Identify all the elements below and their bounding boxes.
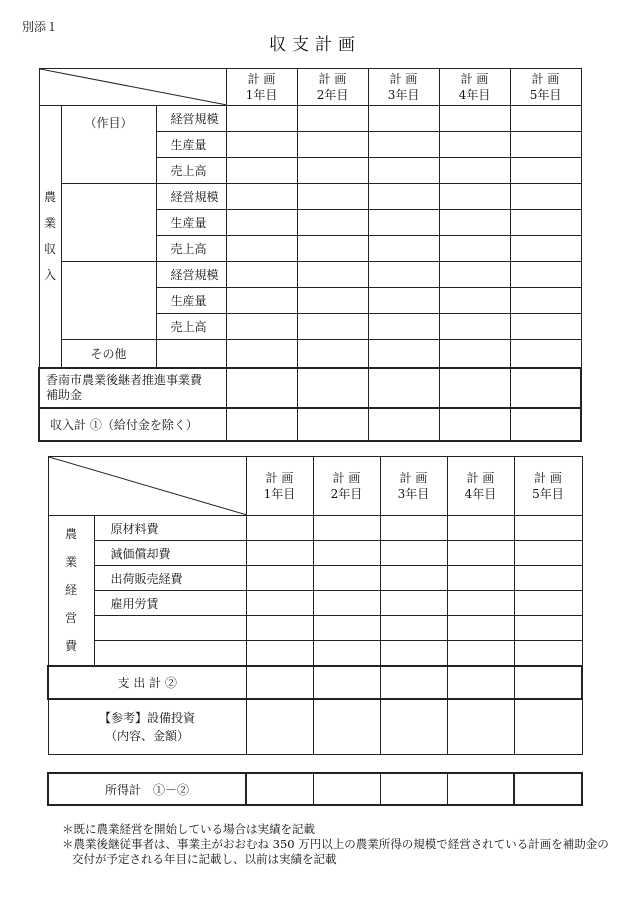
- cell[interactable]: [380, 699, 447, 755]
- item-sales: 売上高: [156, 314, 226, 340]
- cell[interactable]: [439, 158, 510, 184]
- cell[interactable]: [510, 106, 581, 132]
- cell[interactable]: [447, 516, 514, 541]
- cell[interactable]: [514, 566, 582, 591]
- header-diagonal-cell: [48, 457, 246, 516]
- cell[interactable]: [246, 591, 313, 616]
- cell[interactable]: [380, 566, 447, 591]
- cell[interactable]: [368, 288, 439, 314]
- cell[interactable]: [510, 340, 581, 368]
- note-item: ＊既に農業経営を開始している場合は実績を記載: [62, 822, 315, 836]
- cell[interactable]: [226, 408, 297, 441]
- cell[interactable]: [514, 516, 582, 541]
- notes: [62, 822, 610, 867]
- cell[interactable]: [368, 368, 439, 408]
- header-diagonal-cell: [39, 69, 226, 106]
- cell[interactable]: [297, 408, 368, 441]
- cell[interactable]: [514, 591, 582, 616]
- item-sales: 売上高: [156, 158, 226, 184]
- cell[interactable]: [313, 516, 380, 541]
- cell[interactable]: [297, 106, 368, 132]
- reference-investment-label: 【参考】設備投資 （内容、金額）: [48, 699, 246, 755]
- crop-cell[interactable]: [61, 184, 156, 262]
- cell[interactable]: [297, 262, 368, 288]
- cell[interactable]: [380, 666, 447, 699]
- cell[interactable]: [297, 288, 368, 314]
- cell[interactable]: [297, 184, 368, 210]
- header-year-4: 計 画 4年目: [439, 69, 510, 106]
- cell[interactable]: [246, 699, 313, 755]
- cell[interactable]: [368, 210, 439, 236]
- expense-item-blank[interactable]: [94, 616, 246, 641]
- cell[interactable]: [313, 616, 380, 641]
- cell[interactable]: [313, 699, 380, 755]
- item-production: 生産量: [156, 132, 226, 158]
- page-title: 収支計画: [269, 35, 361, 55]
- expense-total-label: 支 出 計 ②: [48, 666, 246, 699]
- cell[interactable]: [246, 541, 313, 566]
- cell[interactable]: [313, 773, 380, 805]
- cell[interactable]: [246, 616, 313, 641]
- item-production: 生産量: [156, 288, 226, 314]
- header-year-4: 計 画 4年目: [447, 457, 514, 516]
- cell[interactable]: [447, 541, 514, 566]
- cell[interactable]: [297, 368, 368, 408]
- cell[interactable]: [368, 262, 439, 288]
- note-item: ＊農業後継従事者は、事業主がおおむね 350 万円以上の農業所得の規模で経営されている計画を補助金の交付が予定される年目に記載し、以前は実績を記載: [62, 837, 609, 866]
- cell[interactable]: [514, 773, 582, 805]
- header-year-5: 計 画 5年目: [510, 69, 581, 106]
- cell[interactable]: [226, 368, 297, 408]
- cell[interactable]: [514, 616, 582, 641]
- cell[interactable]: [226, 288, 297, 314]
- cell[interactable]: [313, 541, 380, 566]
- cell[interactable]: [380, 516, 447, 541]
- cell[interactable]: [510, 184, 581, 210]
- header-year-1: 計 画 1年目: [226, 69, 297, 106]
- cell[interactable]: [380, 591, 447, 616]
- item-sales: 売上高: [156, 236, 226, 262]
- cell[interactable]: [380, 541, 447, 566]
- cell[interactable]: [447, 591, 514, 616]
- cell[interactable]: [313, 666, 380, 699]
- cell[interactable]: [510, 314, 581, 340]
- cell[interactable]: [368, 106, 439, 132]
- cell[interactable]: [439, 262, 510, 288]
- item-scale: 経営規模: [156, 262, 226, 288]
- cell[interactable]: [380, 773, 447, 805]
- cell[interactable]: [510, 210, 581, 236]
- net-income-label: 所得計 ①－②: [48, 773, 246, 805]
- income-total-label: 収入計 ①（給付金を除く）: [39, 408, 226, 441]
- cell[interactable]: [246, 566, 313, 591]
- cell[interactable]: [226, 210, 297, 236]
- cell[interactable]: [510, 158, 581, 184]
- item-scale: 経営規模: [156, 106, 226, 132]
- cell[interactable]: [226, 262, 297, 288]
- expense-item-shipping: 出荷販売経費: [94, 566, 246, 591]
- cell[interactable]: [226, 158, 297, 184]
- cell[interactable]: [226, 106, 297, 132]
- cell[interactable]: [297, 158, 368, 184]
- cell[interactable]: [514, 541, 582, 566]
- cell[interactable]: [297, 236, 368, 262]
- cell[interactable]: [439, 132, 510, 158]
- expense-item-labor: 雇用労賃: [94, 591, 246, 616]
- header-year-2: 計 画 2年目: [313, 457, 380, 516]
- cell[interactable]: [439, 368, 510, 408]
- cell[interactable]: [439, 236, 510, 262]
- cell[interactable]: [510, 132, 581, 158]
- cell[interactable]: [439, 288, 510, 314]
- cell[interactable]: [514, 699, 582, 755]
- header-year-3: 計 画 3年目: [368, 69, 439, 106]
- item-production: 生産量: [156, 210, 226, 236]
- cell[interactable]: [447, 616, 514, 641]
- expense-item-depreciation: 減価償却費: [94, 541, 246, 566]
- cell[interactable]: [368, 158, 439, 184]
- cell[interactable]: [510, 288, 581, 314]
- cell[interactable]: [226, 132, 297, 158]
- cell[interactable]: [368, 408, 439, 441]
- cell[interactable]: [510, 368, 581, 408]
- cell[interactable]: [297, 314, 368, 340]
- cell[interactable]: [226, 236, 297, 262]
- cell[interactable]: [156, 340, 226, 368]
- cell[interactable]: [226, 340, 297, 368]
- cell[interactable]: [439, 314, 510, 340]
- cell[interactable]: [313, 591, 380, 616]
- cell[interactable]: [368, 236, 439, 262]
- cell[interactable]: [380, 616, 447, 641]
- header-year-1: 計 画 1年目: [246, 457, 313, 516]
- item-scale: 経営規模: [156, 184, 226, 210]
- cell[interactable]: [439, 340, 510, 368]
- cell[interactable]: [514, 666, 582, 699]
- cell[interactable]: [380, 641, 447, 666]
- income-section-label: 農 業 収 入: [39, 106, 61, 368]
- cell[interactable]: [246, 773, 313, 805]
- crop-label: （作目）: [61, 106, 156, 184]
- cell[interactable]: [368, 314, 439, 340]
- cell[interactable]: [297, 210, 368, 236]
- cell[interactable]: [439, 408, 510, 441]
- cell[interactable]: [226, 184, 297, 210]
- crop-cell[interactable]: [61, 262, 156, 340]
- expense-item-blank[interactable]: [94, 641, 246, 666]
- expense-section-label: 農 業 経 営 費: [48, 516, 94, 666]
- annex-label: 別添１: [22, 20, 59, 34]
- cell[interactable]: [368, 184, 439, 210]
- cell[interactable]: [246, 641, 313, 666]
- cell[interactable]: [439, 184, 510, 210]
- cell[interactable]: [313, 566, 380, 591]
- cell[interactable]: [447, 641, 514, 666]
- header-year-5: 計 画 5年目: [514, 457, 582, 516]
- cell[interactable]: [313, 641, 380, 666]
- cell[interactable]: [368, 340, 439, 368]
- cell[interactable]: [447, 666, 514, 699]
- header-year-2: 計 画 2年目: [297, 69, 368, 106]
- header-year-3: 計 画 3年目: [380, 457, 447, 516]
- cell[interactable]: [447, 773, 514, 805]
- cell[interactable]: [246, 516, 313, 541]
- cell[interactable]: [297, 340, 368, 368]
- net-income-table: [47, 772, 583, 806]
- cell[interactable]: [514, 641, 582, 666]
- cell[interactable]: [297, 132, 368, 158]
- cell[interactable]: [510, 262, 581, 288]
- cell[interactable]: [510, 236, 581, 262]
- other-label: その他: [61, 340, 156, 368]
- cell[interactable]: [510, 408, 581, 441]
- cell[interactable]: [447, 566, 514, 591]
- cell[interactable]: [368, 132, 439, 158]
- income-table: [38, 68, 582, 442]
- cell[interactable]: [447, 699, 514, 755]
- subsidy-label: 香南市農業後継者推進事業費 補助金: [39, 368, 226, 408]
- expense-item-materials: 原材料費: [94, 516, 246, 541]
- cell[interactable]: [246, 666, 313, 699]
- cell[interactable]: [226, 314, 297, 340]
- cell[interactable]: [439, 106, 510, 132]
- expense-table: [47, 456, 583, 755]
- cell[interactable]: [439, 210, 510, 236]
